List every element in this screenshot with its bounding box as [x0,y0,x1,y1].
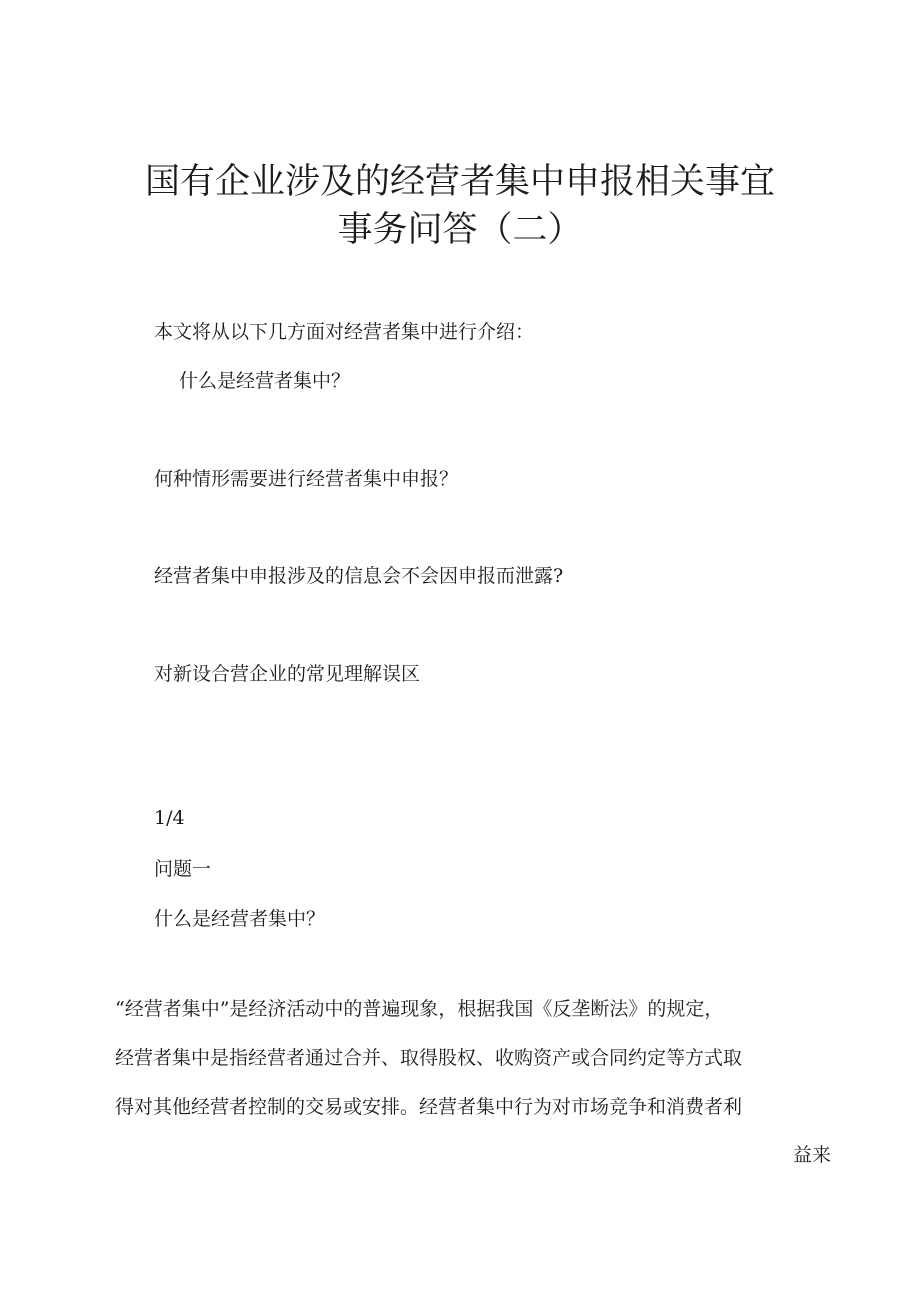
topic-item: 经营者集中申报涉及的信息会不会因申报而泄露? [154,565,564,587]
paragraph-line: 得对其他经营者控制的交易或安排。经营者集中行为对市场竞争和消费者利 [115,1096,743,1118]
paragraph-line: 益来 [792,1144,831,1166]
intro-text: 本文将从以下几方面对经营者集中进行介绍： [154,321,535,343]
paragraph-line: 经营者集中是指经营者通过合并、取得股权、收购资产或合同约定等方式取 [115,1047,743,1069]
document-title-line-2: 事务问答（二） [337,210,583,250]
topic-item: 何种情形需要进行经营者集中申报？ [154,468,459,490]
question-title: 什么是经营者集中？ [154,908,326,930]
topic-item: 对新设合营企业的常见理解误区 [154,663,421,685]
page-number: 1/4 [154,807,185,829]
topic-item: 什么是经营者集中？ [179,370,351,392]
paragraph-line: “经营者集中”是经济活动中的普遍现象，根据我国《反垄断法》的规定， [115,998,724,1020]
document-title-line-1: 国有企业涉及的经营者集中申报相关事宜 [144,162,775,202]
question-label: 问题一 [154,858,212,880]
